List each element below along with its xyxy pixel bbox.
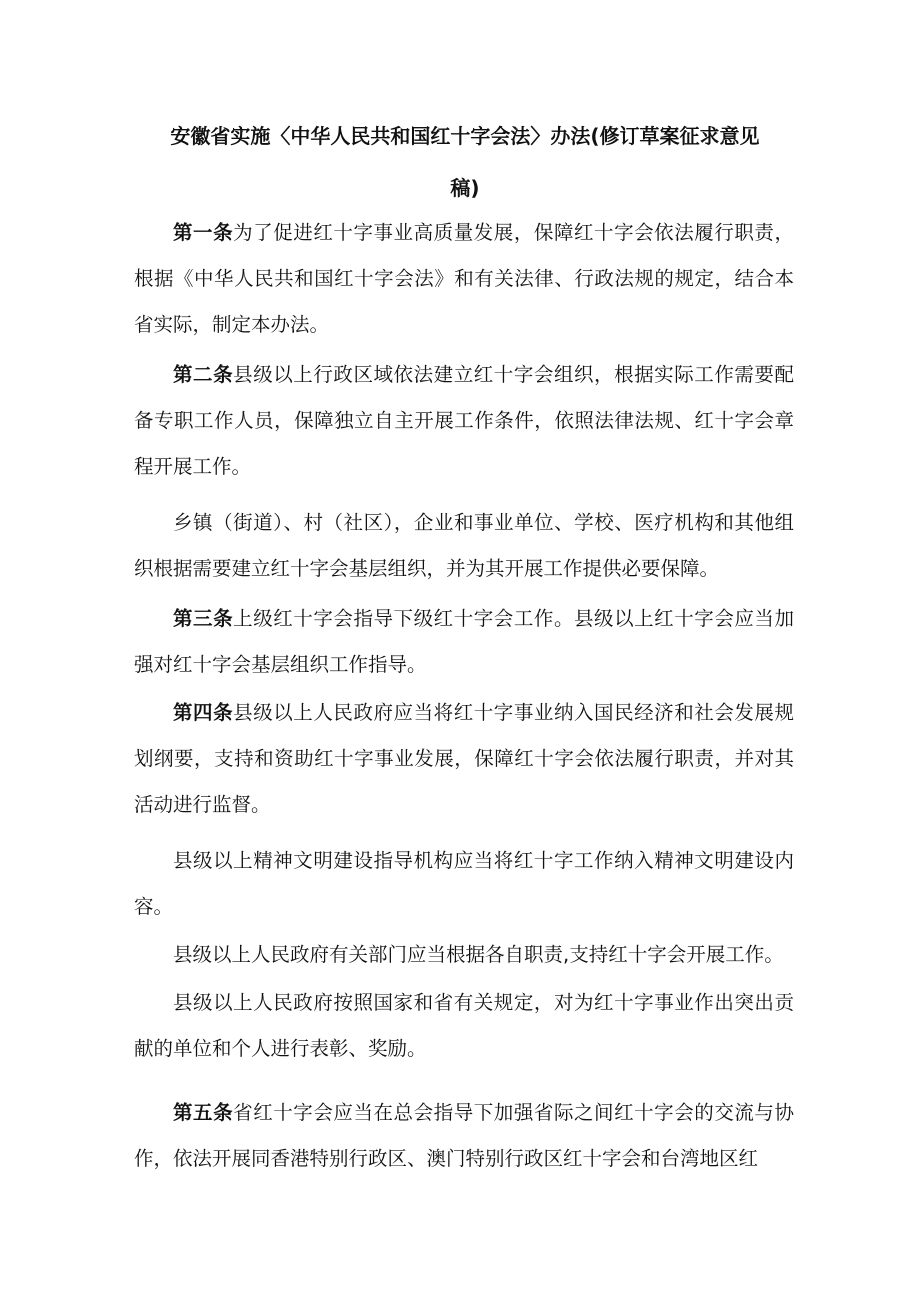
article-heading: 第三条 xyxy=(173,607,234,630)
title-line-1: 安徽省实施〈中华人民共和国红十字会法〉办法(修订草案征求意见 xyxy=(170,124,760,148)
title-line-2: 稿) xyxy=(450,176,480,200)
article-text: 县级以上人民政府按照国家和省有关规定，对为红十字事业作出突出贡献的单位和个人进行表彰、奖励。 xyxy=(134,991,794,1060)
article-heading: 第四条 xyxy=(173,701,234,724)
article-text: 县级以上精神文明建设指导机构应当将红十字工作纳入精神文明建设内容。 xyxy=(134,849,794,918)
article-heading: 第一条 xyxy=(173,221,234,244)
document-title xyxy=(140,110,790,214)
article-text: 省红十字会应当在总会指导下加强省际之间红十字会的交流与协作，依法开展同香港特别行政区、澳门特别行政区红十字会和台湾地区红 xyxy=(134,1101,794,1170)
article-text: 上级红十字会指导下级红十字会工作。县级以上红十字会应当加强对红十字会基层组织工作指导。 xyxy=(134,607,794,676)
article-4-subparagraph-3 xyxy=(134,980,794,1072)
article-text: 县级以上行政区域依法建立红十字会组织，根据实际工作需要配备专职工作人员，保障独立自主开展工作条件，依照法律法规、红十字会章程开展工作。 xyxy=(134,363,794,478)
article-4-paragraph xyxy=(134,690,794,828)
article-4-subparagraph-1 xyxy=(134,838,794,930)
article-4-subparagraph-2 xyxy=(134,932,794,978)
article-5-paragraph xyxy=(134,1090,794,1182)
article-2-subparagraph xyxy=(134,500,794,592)
article-heading: 第五条 xyxy=(173,1101,234,1124)
article-text: 县级以上人民政府应当将红十字事业纳入国民经济和社会发展规划纲要，支持和资助红十字事业发展，保障红十字会依法履行职责，并对其活动进行监督。 xyxy=(134,701,794,816)
article-3-paragraph xyxy=(134,596,794,688)
article-text: 乡镇（街道）、村（社区），企业和事业单位、学校、医疗机构和其他组织根据需要建立红十字会基层组织，并为其开展工作提供必要保障。 xyxy=(134,511,794,580)
article-heading: 第二条 xyxy=(173,363,234,386)
article-1-paragraph xyxy=(134,210,794,348)
article-2-paragraph xyxy=(134,352,794,490)
article-text: 为了促进红十字事业高质量发展，保障红十字会依法履行职责，根据《中华人民共和国红十字会法》和有关法律、行政法规的规定，结合本省实际，制定本办法。 xyxy=(134,221,794,336)
article-text: 县级以上人民政府有关部门应当根据各自职责,支持红十字会开展工作。 xyxy=(173,943,784,966)
